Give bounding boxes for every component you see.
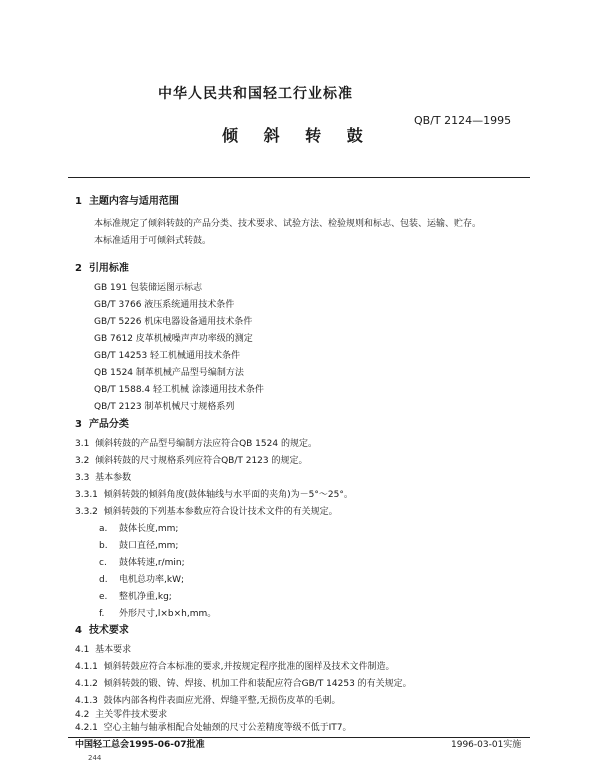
clause-text: 空心主轴与轴承相配合处轴颈的尺寸公差精度等级不低于IT7。 bbox=[103, 723, 352, 733]
section-3-heading bbox=[75, 418, 129, 431]
clause-text: 基本参数 bbox=[95, 473, 132, 483]
parameter-item bbox=[99, 557, 185, 569]
clause-4-1 bbox=[75, 644, 131, 656]
clause-number: 3.1 bbox=[75, 439, 90, 449]
clause-number: 3.3.1 bbox=[75, 490, 98, 500]
item-text: 电机总功率,kW; bbox=[119, 575, 185, 585]
header-divider bbox=[68, 177, 530, 178]
item-label: d. bbox=[99, 575, 108, 585]
item-text: 鼓口直径,mm; bbox=[119, 541, 179, 551]
item-label: a. bbox=[99, 524, 108, 534]
parameter-item bbox=[99, 540, 178, 552]
clause-text: 倾斜转鼓的尺寸规格系列应符合QB/T 2123 的规定。 bbox=[95, 456, 308, 466]
reference-item: QB/T 2123 制革机械尺寸规格系列 bbox=[94, 402, 235, 412]
standard-code: QB/T 2124—1995 bbox=[414, 114, 512, 127]
section-2-heading bbox=[75, 262, 129, 275]
footer-divider bbox=[68, 737, 530, 738]
clause-number: 4.2 bbox=[75, 710, 90, 720]
implementation-date: 1996-03-01实施 bbox=[451, 740, 522, 750]
clause-3-3 bbox=[75, 472, 131, 484]
reference-item: GB 191 包装储运图示标志 bbox=[94, 283, 203, 293]
clause-4-2 bbox=[75, 709, 167, 721]
clause-text: 倾斜转鼓的产品型号编制方法应符合QB 1524 的规定。 bbox=[95, 439, 317, 449]
approval-statement: 中国轻工总会1995-06-07批准 bbox=[75, 740, 205, 750]
clause-number: 3.3.2 bbox=[75, 507, 98, 517]
section-2-number: 2 bbox=[75, 263, 82, 274]
clause-text: 倾斜转鼓的锻、铸、焊接、机加工件和装配应符合GB/T 14253 的有关规定。 bbox=[103, 679, 412, 689]
parameter-item bbox=[99, 574, 184, 586]
clause-number: 4.1.2 bbox=[75, 679, 98, 689]
clause-3-1 bbox=[75, 438, 317, 450]
reference-item: GB/T 5226 机床电器设备通用技术条件 bbox=[94, 317, 253, 327]
item-label: e. bbox=[99, 592, 108, 602]
clause-3-2 bbox=[75, 455, 307, 467]
item-label: c. bbox=[99, 558, 107, 568]
clause-4-2-1 bbox=[75, 722, 352, 734]
clause-text: 主关零件技术要求 bbox=[95, 710, 168, 720]
clause-number: 4.1 bbox=[75, 645, 90, 655]
item-label: b. bbox=[99, 541, 108, 551]
clause-number: 3.3 bbox=[75, 473, 90, 483]
clause-number: 4.1.3 bbox=[75, 696, 98, 706]
reference-item: QB 1524 制革机械产品型号编制方法 bbox=[94, 368, 244, 378]
clause-4-1-3 bbox=[75, 695, 341, 707]
document-title: 倾 斜 转 鼓 bbox=[222, 126, 373, 145]
reference-item: GB/T 3766 液压系统通用技术条件 bbox=[94, 300, 235, 310]
item-text: 整机净重,kg; bbox=[119, 592, 172, 602]
clause-text: 倾斜转鼓应符合本标准的要求,并按规定程序批准的图样及技术文件制造。 bbox=[103, 662, 395, 672]
section-1-paragraph-1: 本标准规定了倾斜转鼓的产品分类、技术要求、试验方法、检验规则和标志、包装、运输、贮存。 bbox=[94, 219, 482, 229]
parameter-item bbox=[99, 591, 172, 603]
reference-item: GB/T 14253 轻工机械通用技术条件 bbox=[94, 351, 241, 361]
clause-number: 3.2 bbox=[75, 456, 90, 466]
clause-text: 倾斜转鼓的下列基本参数应符合设计技术文件的有关规定。 bbox=[103, 507, 338, 517]
issuing-authority: 中华人民共和国轻工行业标准 bbox=[158, 86, 353, 102]
parameter-item bbox=[99, 608, 216, 620]
parameter-item bbox=[99, 523, 178, 535]
clause-number: 4.1.1 bbox=[75, 662, 98, 672]
reference-item: QB/T 1588.4 轻工机械 涂漆通用技术条件 bbox=[94, 385, 264, 395]
clause-number: 4.2.1 bbox=[75, 723, 98, 733]
clause-4-1-1 bbox=[75, 661, 395, 673]
page-number: 244 bbox=[88, 754, 102, 762]
item-label: f. bbox=[99, 609, 105, 619]
section-2-title: 引用标准 bbox=[88, 263, 129, 274]
section-1-heading bbox=[75, 195, 179, 208]
clause-3-3-2 bbox=[75, 506, 338, 518]
section-4-number: 4 bbox=[75, 625, 82, 636]
item-text: 外形尺寸,l×b×h,mm。 bbox=[119, 609, 217, 619]
section-3-number: 3 bbox=[75, 419, 82, 430]
clause-text: 鼓体内部各构件表面应光滑、焊缝平整,无损伤皮革的毛刺。 bbox=[103, 696, 341, 706]
section-1-title: 主题内容与适用范围 bbox=[88, 196, 179, 207]
section-1-paragraph-2: 本标准适用于可倾斜式转鼓。 bbox=[94, 236, 212, 246]
section-3-title: 产品分类 bbox=[88, 419, 129, 430]
clause-text: 基本要求 bbox=[95, 645, 132, 655]
item-text: 鼓体转速,r/min; bbox=[119, 558, 185, 568]
section-4-title: 技术要求 bbox=[88, 625, 129, 636]
section-4-heading bbox=[75, 624, 129, 637]
clause-3-3-1 bbox=[75, 489, 353, 501]
clause-4-1-2 bbox=[75, 678, 412, 690]
clause-text: 倾斜转鼓的倾斜角度(鼓体轴线与水平面的夹角)为－5°～25°。 bbox=[103, 490, 353, 500]
item-text: 鼓体长度,mm; bbox=[119, 524, 179, 534]
reference-item: GB 7612 皮革机械噪声声功率级的测定 bbox=[94, 334, 253, 344]
section-1-number: 1 bbox=[75, 196, 82, 207]
